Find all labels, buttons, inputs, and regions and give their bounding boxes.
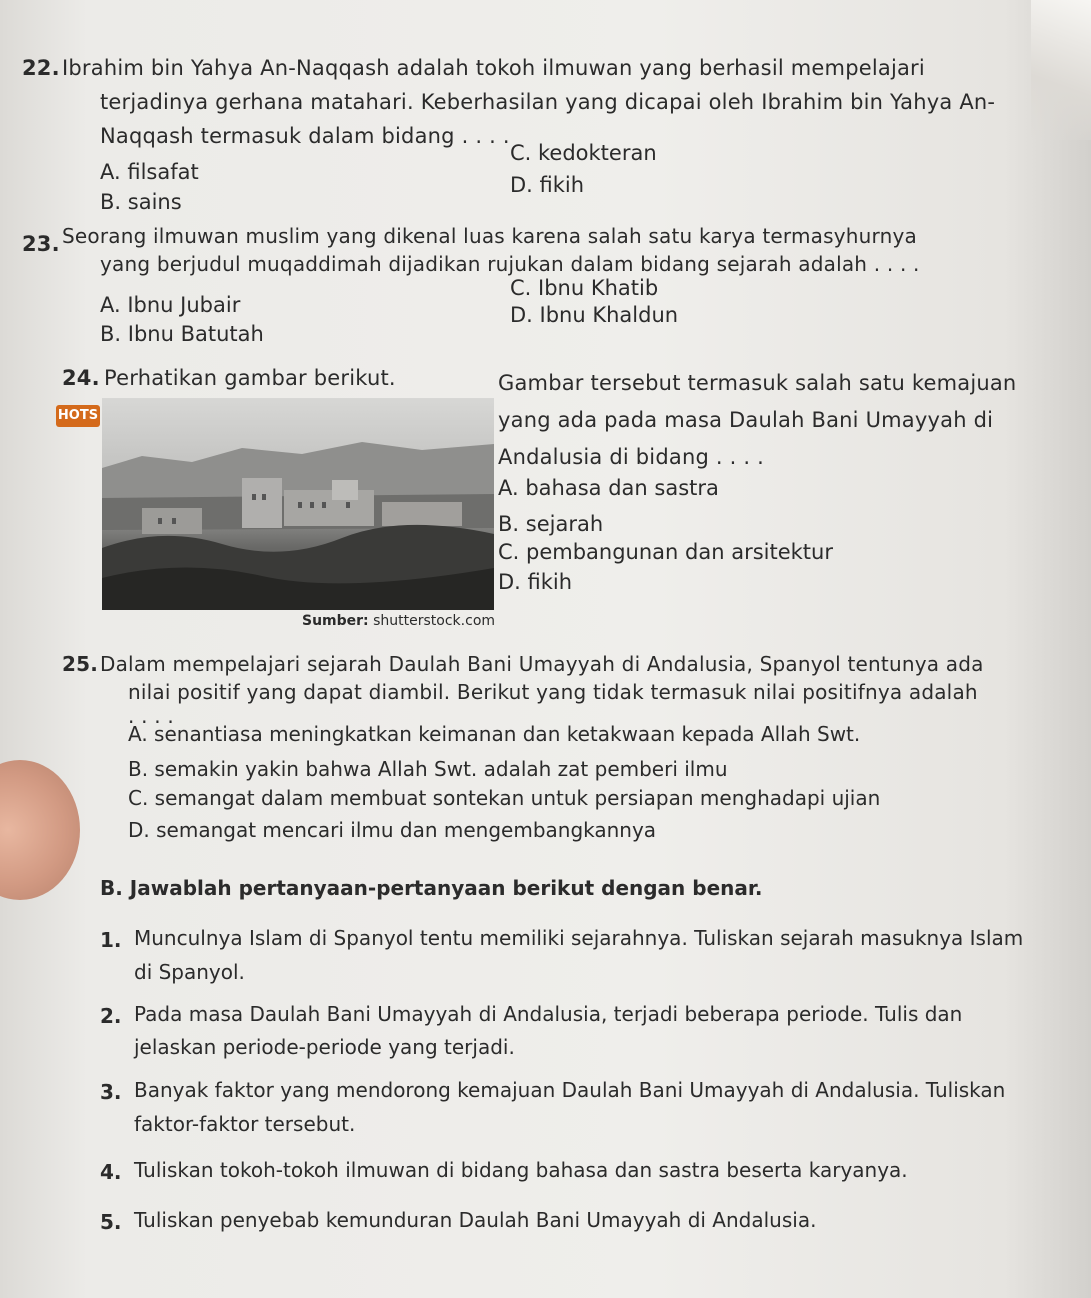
section-b-title: B. Jawablah pertanyaan-pertanyaan berikut dengan benar. <box>100 876 763 900</box>
q22-option-b: B. sains <box>100 190 182 214</box>
essay-4-number: 4. <box>100 1160 122 1184</box>
q25-number: 25. <box>62 652 99 676</box>
q25-line3: . . . . <box>128 704 174 728</box>
essay-5-line1: Tuliskan penyebab kemunduran Daulah Bani Umayyah di Andalusia. <box>134 1208 817 1232</box>
essay-2-line1: Pada masa Daulah Bani Umayyah di Andalusia, terjadi beberapa periode. Tulis dan <box>134 1002 963 1026</box>
caption-label: Sumber: <box>302 613 369 629</box>
essay-1-line1: Munculnya Islam di Spanyol tentu memiliki sejarahnya. Tuliskan sejarah masuknya Islam <box>134 926 1024 950</box>
thumb <box>0 760 80 900</box>
q24-option-b: B. sejarah <box>498 512 604 536</box>
caption-source: shutterstock.com <box>373 613 496 629</box>
q23-line1: Seorang ilmuwan muslim yang dikenal luas karena salah satu karya termasyhurnya <box>62 224 917 248</box>
q25-option-d: D. semangat mencari ilmu dan mengembangkannya <box>128 818 657 842</box>
essay-2-number: 2. <box>100 1004 122 1028</box>
q22-option-a: A. filsafat <box>100 160 199 184</box>
q24-option-a: A. bahasa dan sastra <box>498 476 719 500</box>
q24-intro: Perhatikan gambar berikut. <box>104 366 396 390</box>
essay-2-line2: jelaskan periode-periode yang terjadi. <box>134 1035 515 1059</box>
essay-1-line2: di Spanyol. <box>134 960 245 984</box>
q23-option-c: C. Ibnu Khatib <box>510 276 659 300</box>
q23-option-d: D. Ibnu Khaldun <box>510 303 679 327</box>
essay-3-line1: Banyak faktor yang mendorong kemajuan Daulah Bani Umayyah di Andalusia. Tuliskan <box>134 1078 1006 1102</box>
alhambra-illustration <box>102 398 494 610</box>
page-corner <box>1031 0 1091 140</box>
q22-line1: Ibrahim bin Yahya An-Naqqash adalah tokoh ilmuwan yang berhasil mempelajari <box>62 56 925 80</box>
q22-option-c: C. kedokteran <box>510 141 657 165</box>
essay-4-line1: Tuliskan tokoh-tokoh ilmuwan di bidang bahasa dan sastra beserta karyanya. <box>134 1158 908 1182</box>
essay-3-line2: faktor-faktor tersebut. <box>134 1112 356 1136</box>
q24-text2: yang ada pada masa Daulah Bani Umayyah di <box>498 408 994 432</box>
q25-line1: Dalam mempelajari sejarah Daulah Bani Umayyah di Andalusia, Spanyol tentunya ada <box>100 652 984 676</box>
q22-line2: terjadinya gerhana matahari. Keberhasilan yang dicapai oleh Ibrahim bin Yahya An- <box>100 90 996 114</box>
q22-line3: Naqqash termasuk dalam bidang . . . . <box>100 124 510 148</box>
q25-option-b: B. semakin yakin bahwa Allah Swt. adalah zat pemberi ilmu <box>128 757 728 781</box>
q23-option-a: A. Ibnu Jubair <box>100 293 241 317</box>
q24-option-c: C. pembangunan dan arsitektur <box>498 540 833 564</box>
q25-option-a: A. senantiasa meningkatkan keimanan dan ketakwaan kepada Allah Swt. <box>128 722 861 746</box>
hots-badge: HOTS <box>56 405 100 427</box>
q23-option-b: B. Ibnu Batutah <box>100 322 264 346</box>
q24-text3: Andalusia di bidang . . . . <box>498 445 764 469</box>
photo-caption <box>302 613 495 629</box>
q24-text1: Gambar tersebut termasuk salah satu kemajuan <box>498 371 1017 395</box>
alhambra-photo <box>102 398 494 610</box>
essay-3-number: 3. <box>100 1080 122 1104</box>
q23-number: 23. <box>22 232 60 256</box>
essay-1-number: 1. <box>100 928 122 952</box>
essay-5-number: 5. <box>100 1210 122 1234</box>
q25-line2: nilai positif yang dapat diambil. Berikut yang tidak termasuk nilai positifnya adalah <box>128 680 978 704</box>
q24-number: 24. <box>62 366 100 390</box>
q23-line2: yang berjudul muqaddimah dijadikan rujukan dalam bidang sejarah adalah . . . . <box>100 252 920 276</box>
q25-option-c: C. semangat dalam membuat sontekan untuk persiapan menghadapi ujian <box>128 786 881 810</box>
q22-number: 22. <box>22 56 60 80</box>
q24-option-d: D. fikih <box>498 570 573 594</box>
q22-option-d: D. fikih <box>510 173 585 197</box>
